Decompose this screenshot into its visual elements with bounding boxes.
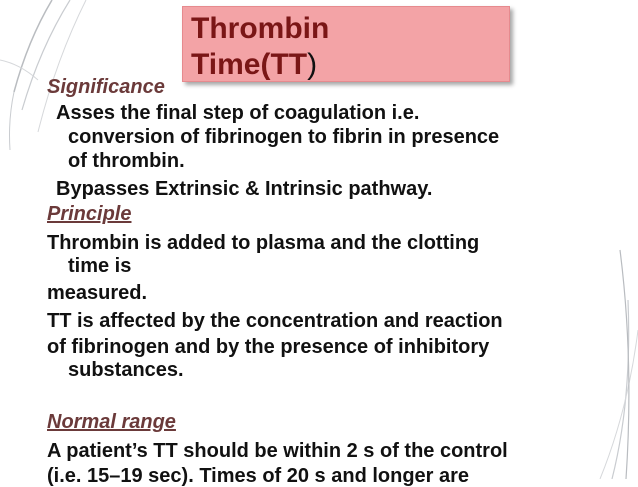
principle-line-5: of fibrinogen and by the presence of inhibitory (47, 336, 490, 358)
normal-range-line-1: A patient’s TT should be within 2 s of the control (47, 440, 508, 462)
slide-title-main: Time(TT (191, 48, 308, 81)
slide-title-box (182, 6, 510, 82)
slide-title-paren: ) (307, 48, 318, 81)
principle-line-2: time is (68, 255, 132, 277)
principle-heading: Principle (47, 203, 132, 225)
normal-range-heading: Normal range (47, 411, 176, 433)
principle-line-1: Thrombin is added to plasma and the clotting (47, 232, 480, 254)
slide-title-line2 (191, 50, 317, 80)
significance-line-1: Asses the final step of coagulation i.e. (56, 102, 420, 124)
normal-range-line-2: (i.e. 15–19 sec). Times of 20 s and longer are (47, 465, 470, 487)
slide-title-line1: Thrombin (191, 12, 330, 45)
significance-line-3: of thrombin. (68, 150, 185, 172)
principle-line-3: measured. (47, 282, 148, 304)
significance-heading: Significance (47, 76, 165, 98)
principle-line-4: TT is affected by the concentration and reaction (47, 310, 503, 332)
significance-line-4: Bypasses Extrinsic & Intrinsic pathway. (56, 178, 433, 200)
significance-line-2: conversion of fibrinogen to fibrin in presence (68, 126, 500, 148)
principle-line-6: substances. (68, 359, 184, 381)
